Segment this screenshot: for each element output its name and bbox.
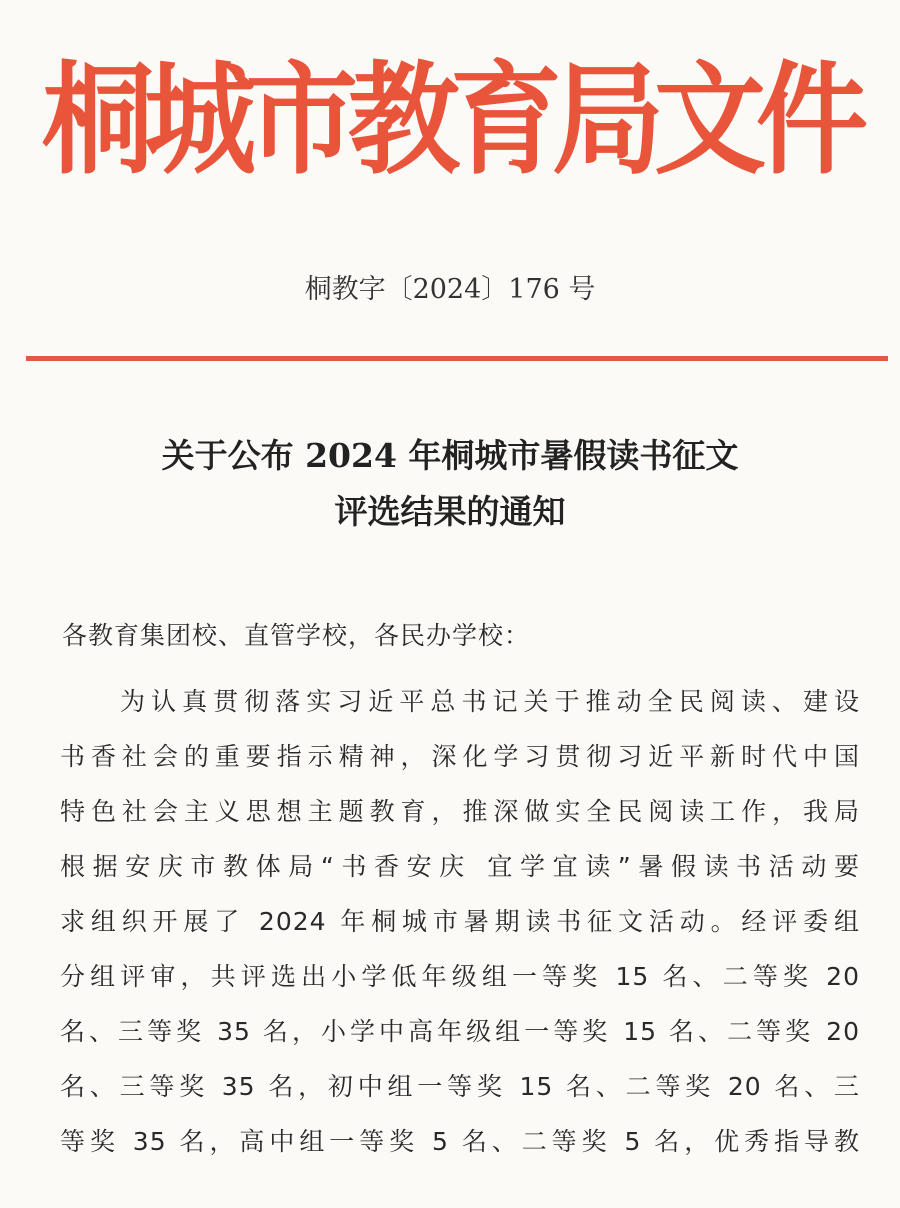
body-text [60, 678, 860, 1173]
notice-title-line-2: 评选结果的通知 [334, 492, 566, 531]
red-divider [26, 356, 888, 361]
body-line: 为认真贯彻落实习近平总书记关于推动全民阅读、建设 [120, 687, 860, 716]
body-line: 名、三等奖 35 名，小学中高年级组一等奖 15 名、二等奖 20 [60, 1017, 860, 1046]
document-number: 桐教字〔2024〕176 号 [304, 274, 596, 305]
body-line: 求组织开展了 2024 年桐城市暑期读书征文活动。经评委组 [60, 907, 860, 936]
notice-title-line-1: 关于公布 2024 年桐城市暑假读书征文 [161, 436, 739, 475]
notice-title [0, 428, 900, 540]
body-line: 特色社会主义思想主题教育，推深做实全民阅读工作，我局 [60, 797, 860, 826]
salutation: 各教育集团校、直管学校，各民办学校： [62, 621, 531, 650]
body-line: 分组评审，共评选出小学低年级组一等奖 15 名、二等奖 20 [60, 962, 860, 991]
body-line: 名、三等奖 35 名，初中组一等奖 15 名、二等奖 20 名、三 [60, 1072, 860, 1101]
masthead-title: 桐城市教育局文件 [42, 49, 858, 192]
body-line: 等奖 35 名，高中组一等奖 5 名、二等奖 5 名，优秀指导教 [60, 1127, 860, 1156]
body-line: 书香社会的重要指示精神，深化学习贯彻习近平新时代中国 [60, 742, 860, 771]
body-line: 根据安庆市教体局“书香安庆 宜学宜读”暑假读书活动要 [60, 852, 860, 881]
